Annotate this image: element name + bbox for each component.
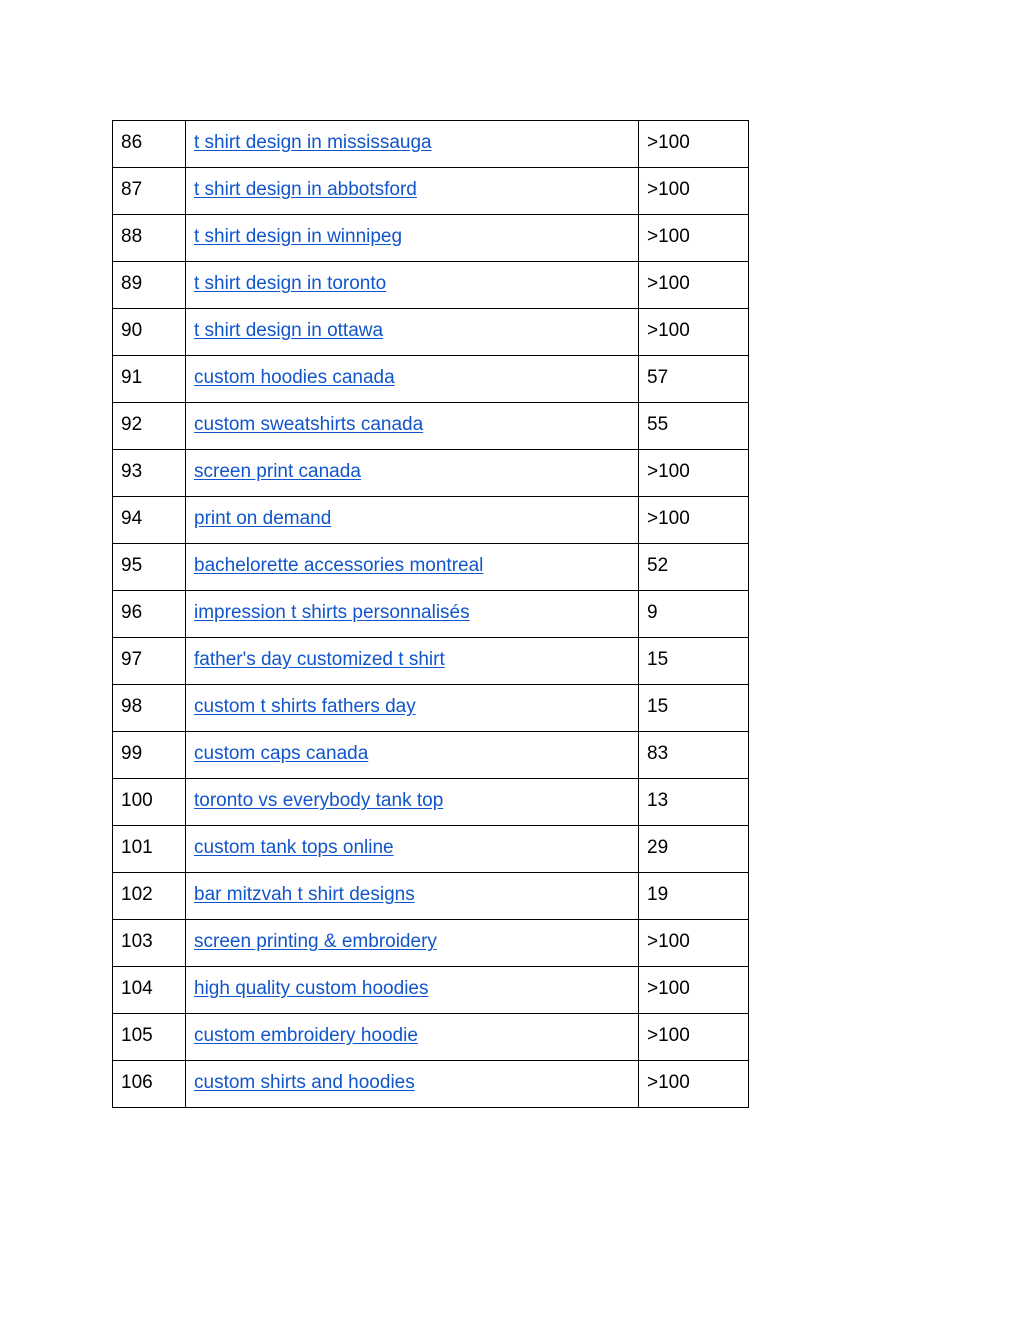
row-number-cell (113, 826, 186, 873)
row-number-cell (113, 638, 186, 685)
keyword-link[interactable]: print on demand (194, 508, 332, 529)
rank-value: 55 (647, 414, 669, 435)
keyword-cell (186, 450, 639, 497)
row-number: 100 (121, 790, 153, 811)
row-number: 101 (121, 837, 153, 858)
rank-value: 15 (647, 696, 669, 717)
keyword-cell (186, 544, 639, 591)
rank-value: 19 (647, 884, 669, 905)
row-number: 97 (121, 649, 143, 670)
rank-cell (639, 826, 749, 873)
keyword-cell (186, 1014, 639, 1061)
row-number-cell (113, 356, 186, 403)
row-number-cell (113, 309, 186, 356)
keyword-cell (186, 779, 639, 826)
rank-value: >100 (647, 1072, 690, 1093)
table-row (113, 497, 749, 544)
row-number: 98 (121, 696, 143, 717)
keyword-cell (186, 168, 639, 215)
keyword-link[interactable]: bachelorette accessories montreal (194, 555, 484, 576)
keyword-cell (186, 121, 639, 168)
rank-value: >100 (647, 226, 690, 247)
rank-value: 52 (647, 555, 669, 576)
table-row (113, 967, 749, 1014)
rank-value: 15 (647, 649, 669, 670)
keyword-cell (186, 497, 639, 544)
table-row (113, 403, 749, 450)
rank-value: 13 (647, 790, 669, 811)
row-number: 99 (121, 743, 143, 764)
rank-cell (639, 1014, 749, 1061)
row-number: 90 (121, 320, 143, 341)
keyword-link[interactable]: toronto vs everybody tank top (194, 790, 444, 811)
keyword-cell (186, 638, 639, 685)
keyword-cell (186, 356, 639, 403)
keyword-link[interactable]: custom shirts and hoodies (194, 1072, 415, 1093)
keyword-link[interactable]: t shirt design in abbotsford (194, 179, 417, 200)
keyword-link[interactable]: custom embroidery hoodie (194, 1025, 418, 1046)
keyword-link[interactable]: high quality custom hoodies (194, 978, 429, 999)
rank-value: >100 (647, 1025, 690, 1046)
rank-cell (639, 450, 749, 497)
row-number-cell (113, 732, 186, 779)
row-number: 103 (121, 931, 153, 952)
row-number: 105 (121, 1025, 153, 1046)
table-row (113, 450, 749, 497)
row-number-cell (113, 920, 186, 967)
keyword-link[interactable]: custom t shirts fathers day (194, 696, 416, 717)
row-number: 87 (121, 179, 143, 200)
table-row (113, 638, 749, 685)
row-number-cell (113, 497, 186, 544)
rank-value: >100 (647, 273, 690, 294)
row-number-cell (113, 215, 186, 262)
keyword-cell (186, 309, 639, 356)
row-number-cell (113, 685, 186, 732)
rank-cell (639, 967, 749, 1014)
row-number: 93 (121, 461, 143, 482)
keyword-link[interactable]: impression t shirts personnalisés (194, 602, 470, 623)
keyword-cell (186, 685, 639, 732)
table-row (113, 826, 749, 873)
rank-cell (639, 309, 749, 356)
table-row (113, 262, 749, 309)
keyword-link[interactable]: custom hoodies canada (194, 367, 395, 388)
table-row (113, 544, 749, 591)
row-number: 106 (121, 1072, 153, 1093)
row-number: 91 (121, 367, 143, 388)
row-number: 86 (121, 132, 143, 153)
rank-cell (639, 591, 749, 638)
keyword-cell (186, 873, 639, 920)
row-number-cell (113, 262, 186, 309)
keyword-link[interactable]: t shirt design in mississauga (194, 132, 432, 153)
keyword-link[interactable]: bar mitzvah t shirt designs (194, 884, 415, 905)
rank-value: >100 (647, 132, 690, 153)
row-number: 89 (121, 273, 143, 294)
table-row (113, 732, 749, 779)
keyword-link[interactable]: custom tank tops online (194, 837, 394, 858)
rank-cell (639, 356, 749, 403)
keyword-link[interactable]: t shirt design in winnipeg (194, 226, 403, 247)
rank-value: >100 (647, 320, 690, 341)
table-row (113, 215, 749, 262)
keyword-cell (186, 262, 639, 309)
rank-cell (639, 215, 749, 262)
table-row (113, 356, 749, 403)
keyword-cell (186, 826, 639, 873)
row-number-cell (113, 591, 186, 638)
keyword-link[interactable]: t shirt design in ottawa (194, 320, 384, 341)
rank-value: >100 (647, 508, 690, 529)
rank-cell (639, 873, 749, 920)
table-row (113, 779, 749, 826)
row-number: 94 (121, 508, 143, 529)
keyword-link[interactable]: t shirt design in toronto (194, 273, 387, 294)
keyword-cell (186, 920, 639, 967)
keyword-cell (186, 215, 639, 262)
table-row (113, 309, 749, 356)
rank-cell (639, 779, 749, 826)
row-number-cell (113, 450, 186, 497)
rank-value: >100 (647, 978, 690, 999)
rank-cell (639, 121, 749, 168)
row-number-cell (113, 779, 186, 826)
row-number-cell (113, 168, 186, 215)
keyword-link[interactable]: custom caps canada (194, 743, 369, 764)
row-number-cell (113, 967, 186, 1014)
rank-cell (639, 638, 749, 685)
rank-value: >100 (647, 179, 690, 200)
keyword-cell (186, 591, 639, 638)
table-row (113, 591, 749, 638)
keyword-cell (186, 967, 639, 1014)
table-body (113, 121, 749, 1108)
rank-value: 29 (647, 837, 669, 858)
row-number: 88 (121, 226, 143, 247)
row-number-cell (113, 403, 186, 450)
rank-value: 9 (647, 602, 658, 623)
table-row (113, 1014, 749, 1061)
table-row (113, 685, 749, 732)
keyword-link[interactable]: father's day customized t shirt (194, 649, 445, 670)
row-number-cell (113, 1061, 186, 1108)
table-row (113, 121, 749, 168)
row-number-cell (113, 544, 186, 591)
table-row (113, 920, 749, 967)
rank-cell (639, 544, 749, 591)
keyword-cell (186, 1061, 639, 1108)
rank-cell (639, 497, 749, 544)
rank-value: >100 (647, 461, 690, 482)
table-row (113, 1061, 749, 1108)
keyword-link[interactable]: custom sweatshirts canada (194, 414, 424, 435)
table-row (113, 873, 749, 920)
rank-value: 83 (647, 743, 669, 764)
keyword-link[interactable]: screen printing & embroidery (194, 931, 437, 952)
rank-cell (639, 168, 749, 215)
rank-cell (639, 403, 749, 450)
row-number: 95 (121, 555, 143, 576)
row-number: 102 (121, 884, 153, 905)
row-number: 92 (121, 414, 143, 435)
row-number: 96 (121, 602, 143, 623)
row-number: 104 (121, 978, 153, 999)
rank-cell (639, 920, 749, 967)
rank-value: >100 (647, 931, 690, 952)
row-number-cell (113, 121, 186, 168)
table-row (113, 168, 749, 215)
rank-cell (639, 732, 749, 779)
keyword-cell (186, 732, 639, 779)
keyword-ranking-table (112, 120, 749, 1108)
rank-cell (639, 262, 749, 309)
rank-value: 57 (647, 367, 669, 388)
keyword-cell (186, 403, 639, 450)
row-number-cell (113, 873, 186, 920)
rank-cell (639, 685, 749, 732)
keyword-link[interactable]: screen print canada (194, 461, 361, 482)
rank-cell (639, 1061, 749, 1108)
row-number-cell (113, 1014, 186, 1061)
